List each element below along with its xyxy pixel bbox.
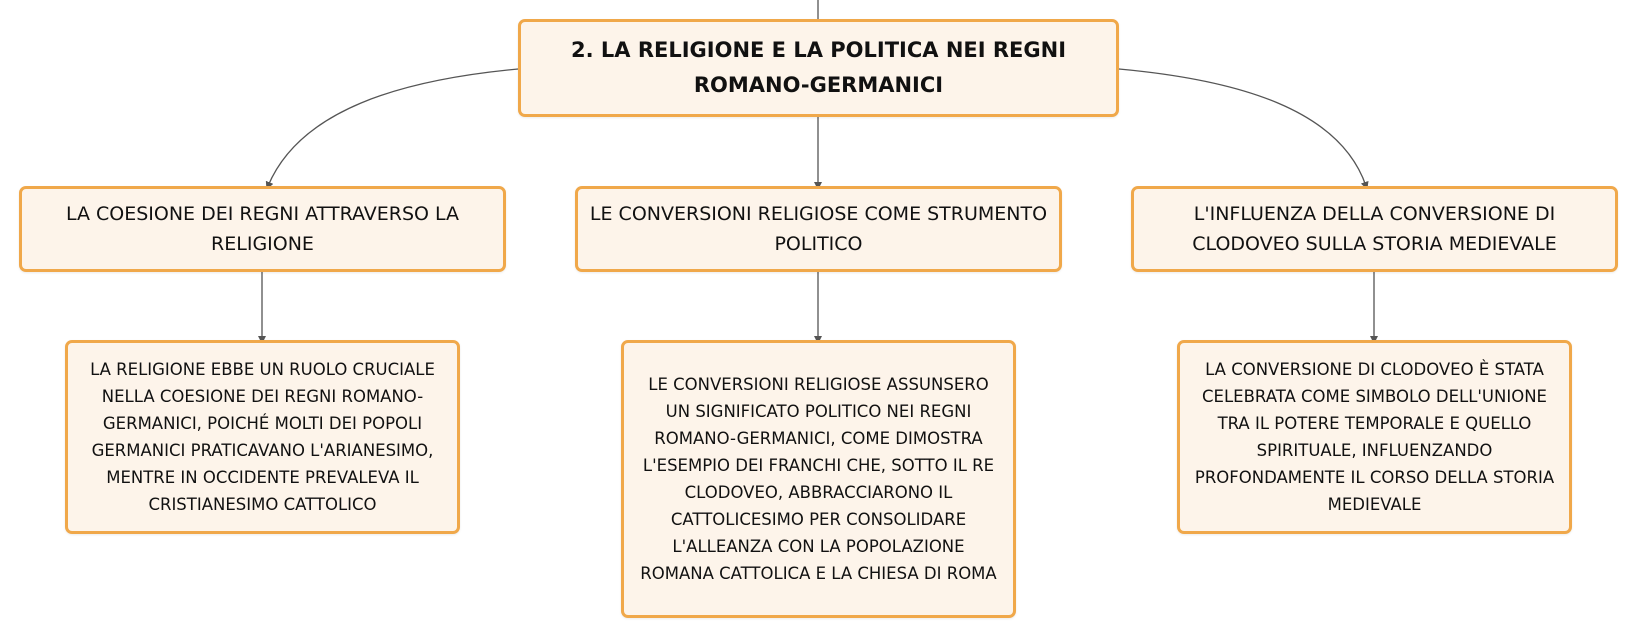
detail-node-clovis[interactable] — [1177, 340, 1572, 534]
topic-node-cohesion[interactable] — [19, 186, 506, 272]
detail-text-conversions: LE CONVERSIONI RELIGIOSE ASSUNSERO UN SIGNIFICATO POLITICO NEI REGNI ROMANO-GERMANICI, COME DIMOSTRA L'ESEMPIO DEI FRANCHI CHE, SOTTO IL RE CLODOVEO, ABBRACCIARONO IL CATTOLICESIMO PER CONSOLIDARE L'ALLEANZA CON LA POPOLAZIONE ROMANA CATTOLICA E LA CHIESA DI ROMA — [640, 375, 997, 583]
connector-root-to-cohesion — [268, 69, 518, 186]
detail-node-cohesion[interactable] — [65, 340, 460, 534]
topic-node-clovis[interactable] — [1131, 186, 1618, 272]
detail-text-cohesion: LA RELIGIONE EBBE UN RUOLO CRUCIALE NELLA COESIONE DEI REGNI ROMANO-GERMANICI, POICHÉ MOLTI DEI POPOLI GERMANICI PRATICAVANO L'ARIANESIMO, MENTRE IN OCCIDENTE PREVALEVA IL CRISTIANESIMO CATTOLICO — [90, 360, 435, 514]
detail-text-clovis: LA CONVERSIONE DI CLODOVEO È STATA CELEBRATA COME SIMBOLO DELL'UNIONE TRA IL POTERE TEMPORALE E QUELLO SPIRITUALE, INFLUENZANDO PROFONDAMENTE IL CORSO DELLA STORIA MEDIEVALE — [1194, 360, 1555, 514]
topic-label-conversions: LE CONVERSIONI RELIGIOSE COME STRUMENTO POLITICO — [589, 203, 1048, 255]
root-topic-title: 2. LA RELIGIONE E LA POLITICA NEI REGNI ROMANO-GERMANICI — [570, 38, 1067, 97]
topic-label-clovis: L'INFLUENZA DELLA CONVERSIONE DI CLODOVEO SULLA STORIA MEDIEVALE — [1192, 203, 1557, 255]
root-topic-node[interactable] — [518, 19, 1119, 117]
topic-node-conversions[interactable] — [575, 186, 1062, 272]
connector-root-to-clovis — [1119, 69, 1366, 186]
detail-node-conversions[interactable] — [621, 340, 1016, 618]
topic-label-cohesion: LA COESIONE DEI REGNI ATTRAVERSO LA RELIGIONE — [65, 203, 460, 255]
